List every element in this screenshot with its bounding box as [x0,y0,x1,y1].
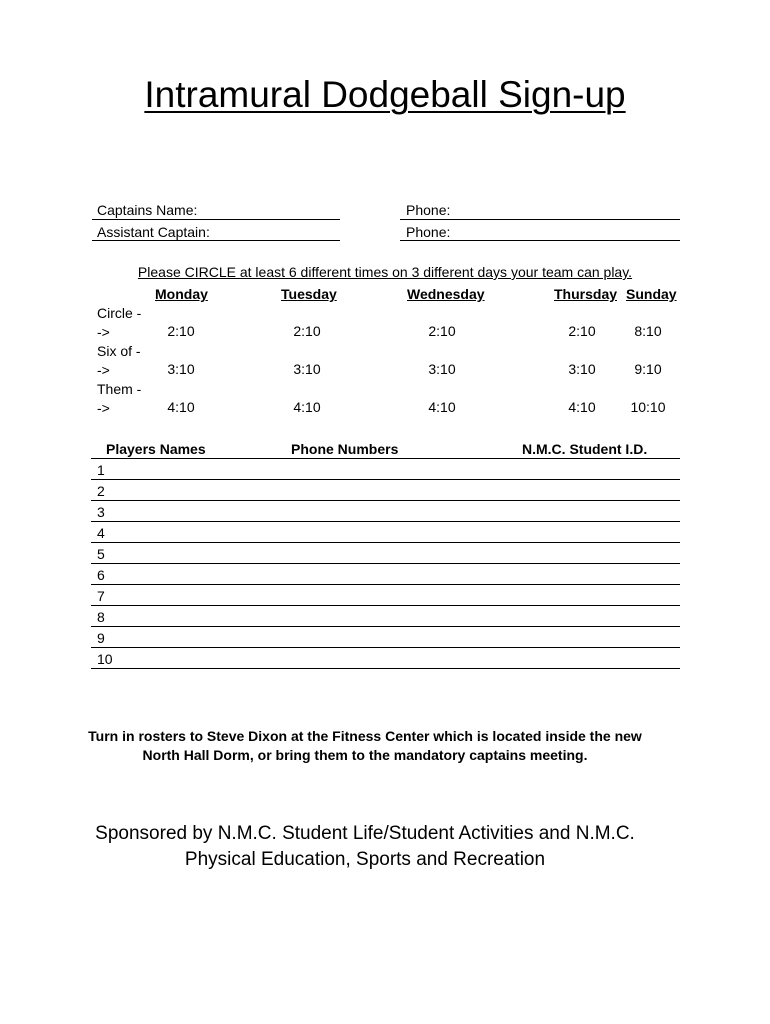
turn-in-notice-line2: North Hall Dorm, or bring them to the mandatory captains meeting. [142,747,588,763]
sponsor-line2: Physical Education, Sports and Recreation [184,849,546,870]
time-slot[interactable]: 4:10 [293,399,321,415]
captain-phone-label: Phone: [406,202,451,218]
turn-in-notice [0,727,730,765]
roster-row-number: 1 [97,462,105,478]
roster-row-line[interactable] [91,605,680,606]
roster-row-line[interactable] [91,479,680,480]
time-slot[interactable]: 3:10 [568,361,596,377]
time-slot[interactable]: 4:10 [167,399,195,415]
day-header-tuesday: Tuesday [281,286,337,302]
time-slot[interactable]: 3:10 [293,361,321,377]
side-note-2-line2: -> [97,362,110,378]
captains-name-label: Captains Name: [97,202,198,218]
time-slot[interactable]: 2:10 [167,323,195,339]
time-slot[interactable]: 9:10 [634,361,662,377]
roster-row-line[interactable] [91,668,680,669]
time-slot[interactable]: 2:10 [568,323,596,339]
roster-row-line[interactable] [91,563,680,564]
day-header-thursday: Thursday [554,286,618,302]
side-note-2-line1: Six of - [97,343,141,359]
roster-row-number: 5 [97,546,105,562]
side-note-2 [97,342,141,380]
roster-row-number: 4 [97,525,105,541]
roster-row-number: 3 [97,504,105,520]
side-note-1 [97,304,141,342]
assistant-captain-line[interactable] [92,240,340,241]
day-header-sunday: Sunday [626,286,677,302]
turn-in-notice-line1: Turn in rosters to Steve Dixon at the Fitness Center which is located inside the new [88,728,642,744]
day-header-monday: Monday [155,286,208,302]
captains-name-line[interactable] [92,219,340,220]
roster-row-line[interactable] [91,542,680,543]
assistant-captain-label: Assistant Captain: [97,224,210,240]
side-note-3-line2: -> [97,400,110,416]
side-note-1-line1: Circle - [97,305,142,321]
time-slot[interactable]: 8:10 [634,323,662,339]
assistant-phone-label: Phone: [406,224,451,240]
roster-header-line [91,458,680,459]
page-title [0,72,770,118]
sponsor-line1: Sponsored by N.M.C. Student Life/Student Activities and N.M.C. [95,823,635,844]
roster-header-student-id: N.M.C. Student I.D. [522,441,648,457]
sponsor-text [0,821,730,873]
roster-row-number: 8 [97,609,105,625]
page-title-text: Intramural Dodgeball Sign-up [144,74,626,115]
time-slot[interactable]: 4:10 [568,399,596,415]
roster-header-phones: Phone Numbers [291,441,399,457]
time-slot[interactable]: 2:10 [428,323,456,339]
roster-row-line[interactable] [91,647,680,648]
schedule-instruction-text: Please CIRCLE at least 6 different times on 3 different days your team can play. [137,264,633,280]
roster-row-line[interactable] [91,500,680,501]
time-slot[interactable]: 3:10 [428,361,456,377]
roster-row-number: 10 [97,651,113,667]
time-slot[interactable]: 2:10 [293,323,321,339]
time-slot[interactable]: 4:10 [428,399,456,415]
time-slot[interactable]: 10:10 [630,399,666,415]
roster-row-number: 6 [97,567,105,583]
roster-row-number: 9 [97,630,105,646]
side-note-3-line1: Them - [97,381,142,397]
roster-row-line[interactable] [91,626,680,627]
captain-phone-line[interactable] [400,219,680,220]
schedule-instruction [0,263,770,281]
day-header-wednesday: Wednesday [407,286,485,302]
roster-row-number: 2 [97,483,105,499]
side-note-1-line2: -> [97,324,110,340]
roster-header-names: Players Names [106,441,206,457]
roster-row-number: 7 [97,588,105,604]
roster-row-line[interactable] [91,521,680,522]
roster-row-line[interactable] [91,584,680,585]
side-note-3 [97,380,141,418]
time-slot[interactable]: 3:10 [167,361,195,377]
assistant-phone-line[interactable] [400,240,680,241]
